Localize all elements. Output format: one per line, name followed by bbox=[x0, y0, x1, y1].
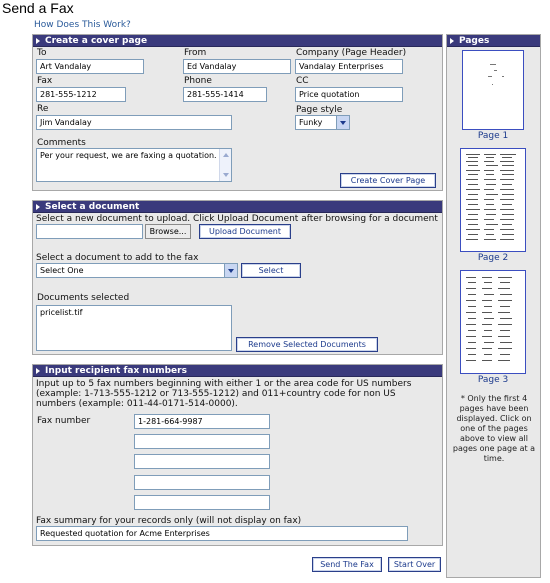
cc-input[interactable]: Price quotation bbox=[295, 87, 403, 102]
expand-triangle-icon bbox=[36, 204, 40, 210]
page-caption-1[interactable]: Page 1 bbox=[477, 131, 509, 141]
cc-label: CC bbox=[296, 76, 309, 86]
start-over-button[interactable]: Start Over bbox=[388, 557, 441, 572]
re-input[interactable]: Jim Vandalay bbox=[36, 115, 232, 130]
company-label: Company (Page Header) bbox=[296, 48, 407, 58]
chevron-down-icon[interactable] bbox=[336, 116, 349, 129]
recipient-panel bbox=[32, 364, 443, 546]
page-title: Send a Fax bbox=[2, 0, 74, 16]
fax-input[interactable]: 281-555-1212 bbox=[36, 87, 126, 102]
documents-selected-label: Documents selected bbox=[37, 293, 130, 303]
cover-page-heading: Create a cover page bbox=[45, 36, 148, 46]
expand-triangle-icon bbox=[36, 38, 40, 44]
re-label: Re bbox=[37, 104, 49, 114]
page-preview-icon bbox=[466, 54, 520, 126]
page-style-select[interactable] bbox=[295, 115, 350, 130]
chevron-down-icon[interactable] bbox=[224, 264, 237, 277]
fax-number-input-2[interactable] bbox=[134, 434, 270, 449]
cover-page-header bbox=[33, 35, 442, 47]
file-path-input[interactable] bbox=[36, 224, 143, 239]
page-preview-icon bbox=[464, 274, 522, 370]
upload-instructions: Select a new document to upload. Click Upload Document after browsing for a document bbox=[36, 214, 438, 224]
pages-panel bbox=[446, 34, 541, 578]
upload-document-button[interactable]: Upload Document bbox=[199, 224, 291, 239]
browse-button[interactable]: Browse... bbox=[145, 224, 191, 239]
fax-number-input-1[interactable]: 1-281-664-9987 bbox=[134, 414, 270, 429]
page-style-value: Funky bbox=[299, 118, 323, 127]
create-cover-page-button[interactable]: Create Cover Page bbox=[340, 173, 436, 188]
send-fax-button[interactable]: Send The Fax bbox=[312, 557, 382, 572]
phone-input[interactable]: 281-555-1414 bbox=[183, 87, 267, 102]
fax-number-input-3[interactable] bbox=[134, 454, 270, 469]
comments-scrollbar[interactable] bbox=[219, 149, 231, 181]
page-thumbnail-2[interactable] bbox=[460, 148, 526, 252]
document-select[interactable] bbox=[36, 263, 238, 278]
page-style-label: Page style bbox=[296, 105, 343, 115]
select-button[interactable]: Select bbox=[241, 263, 301, 278]
select-document-header bbox=[33, 201, 442, 213]
scroll-up-icon[interactable] bbox=[223, 153, 229, 157]
pages-heading: Pages bbox=[459, 36, 490, 46]
fax-number-input-4[interactable] bbox=[134, 475, 270, 490]
cover-page-panel bbox=[32, 34, 443, 191]
select-document-heading: Select a document bbox=[45, 202, 140, 212]
document-select-value: Select One bbox=[40, 266, 84, 275]
page-caption-3[interactable]: Page 3 bbox=[477, 375, 509, 385]
fax-summary-label: Fax summary for your records only (will not display on fax) bbox=[36, 516, 302, 526]
to-label: To bbox=[37, 48, 47, 58]
pages-note: * Only the first 4 pages have been displayed. Click on one of the pages above to view all pages one page at a time. bbox=[452, 394, 536, 463]
fax-label: Fax bbox=[37, 76, 53, 86]
expand-triangle-icon bbox=[36, 368, 40, 374]
comments-textarea[interactable] bbox=[36, 148, 232, 182]
recipient-instructions: Input up to 5 fax numbers beginning with either 1 or the area code for US numbers (example: 1-713-555-1212 or 713-555-1212) and 011+country code for non US numbers (example: 011-44-0171-514-0000). bbox=[36, 379, 412, 409]
comments-value: Per your request, we are faxing a quotation. bbox=[40, 151, 217, 160]
page-thumbnail-1[interactable] bbox=[462, 50, 524, 130]
page-thumbnail-3[interactable] bbox=[460, 270, 526, 374]
select-document-panel bbox=[32, 200, 443, 355]
scroll-down-icon[interactable] bbox=[223, 173, 229, 177]
fax-summary-input[interactable]: Requested quotation for Acme Enterprises bbox=[36, 526, 408, 541]
page-caption-2[interactable]: Page 2 bbox=[477, 253, 509, 263]
fax-number-label: Fax number bbox=[37, 416, 91, 426]
comments-label: Comments bbox=[37, 138, 86, 148]
list-item[interactable]: pricelist.tif bbox=[40, 308, 83, 317]
recipient-heading: Input recipient fax numbers bbox=[45, 366, 187, 376]
to-input[interactable]: Art Vandalay bbox=[36, 59, 144, 74]
from-input[interactable]: Ed Vandalay bbox=[183, 59, 291, 74]
expand-triangle-icon bbox=[450, 38, 454, 44]
help-link[interactable]: How Does This Work? bbox=[34, 20, 131, 30]
select-document-label: Select a document to add to the fax bbox=[36, 253, 199, 263]
recipient-header bbox=[33, 365, 442, 377]
from-label: From bbox=[184, 48, 207, 58]
remove-selected-documents-button[interactable]: Remove Selected Documents bbox=[236, 337, 378, 352]
fax-number-input-5[interactable] bbox=[134, 495, 270, 510]
page-preview-icon bbox=[464, 152, 522, 248]
company-input[interactable]: Vandalay Enterprises bbox=[295, 59, 403, 74]
phone-label: Phone bbox=[184, 76, 212, 86]
pages-header bbox=[447, 35, 540, 47]
documents-selected-list[interactable] bbox=[36, 305, 232, 351]
